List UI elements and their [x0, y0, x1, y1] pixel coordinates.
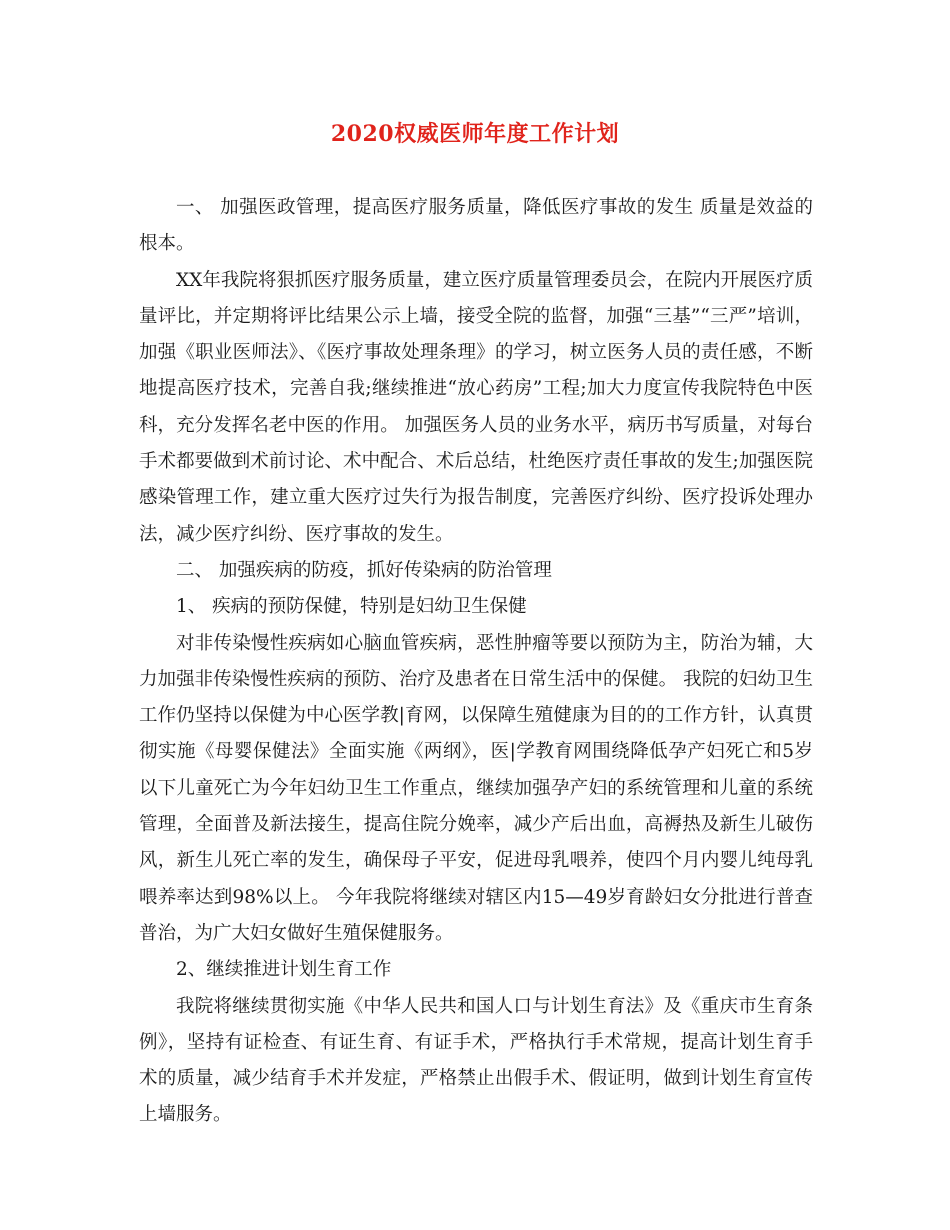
paragraph-family-planning: 我院将继续贯彻实施《中华人民共和国人口与计划生育法》及《重庆市生育条例》，坚持有证检查、有证生育、有证手术，严格执行手术常规，提高计划生育手术的质量，减少结育手术并发症，严格禁止出假手术、假证明，做到计划生育宣传上墙服务。 [139, 995, 813, 1126]
paragraph-maternal-child-health: 对非传染慢性疾病如心脑血管疾病，恶性肿瘤等要以预防为主，防治为辅，大力加强非传染慢性疾病的预防、治疗及患者在日常生活中的保健。 我院的妇幼卫生工作仍坚持以保健为中心医学教|育网，以保障生殖健康为目的的工作方针，认真贯彻实施《母婴保健法》全面实施《两纲》，医|学教育网围绕降低孕产妇死亡和5岁以下儿童死亡为今年妇幼卫生工作重点，继续加强孕产妇的系统管理和儿童的系统管理，全面普及新法接生，提高住院分娩率，减少产后出血，高褥热及新生儿破伤风，新生儿死亡率的发生，确保母子平安，促进母乳喂养，使四个月内婴儿纯母乳喂养率达到98%以上。 今年我院将继续对辖区内15—49岁育龄妇女分批进行普查普治，为广大妇女做好生殖保健服务。 [139, 632, 813, 944]
document-body [139, 190, 813, 1134]
paragraph-subsection-2-heading: 2、继续推进计划生育工作 [176, 959, 392, 981]
paragraph-section-2-heading: 二、 加强疾病的防疫，抓好传染病的防治管理 [176, 559, 552, 581]
paragraph-quality-management: XX年我院将狠抓医疗服务质量，建立医疗质量管理委员会，在院内开展医疗质量评比，并定期将评比结果公示上墙，接受全院的监督，加强“三基”“三严”培训，加强《职业医师法》、《医疗事故处理条理》的学习，树立医务人员的责任感，不断地提高医疗技术，完善自我;继续推进“放心药房”工程;加大力度宣传我院特色中医科，充分发挥名老中医的作用。 加强医务人员的业务水平，病历书写质量，对每台手术都要做到术前讨论、术中配合、术后总结，杜绝医疗责任事故的发生;加强医院感染管理工作，建立重大医疗过失行为报告制度，完善医疗纠纷、医疗投诉处理办法，减少医疗纠纷、医疗事故的发生。 [139, 269, 813, 545]
document-title: 2020权威医师年度工作计划 [330, 121, 620, 147]
paragraph-subsection-1-heading: 1、 疾病的预防保健，特别是妇幼卫生保健 [176, 596, 527, 618]
paragraph-section-1-heading: 一、 加强医政管理，提高医疗服务质量，降低医疗事故的发生 质量是效益的根本。 [139, 197, 813, 255]
